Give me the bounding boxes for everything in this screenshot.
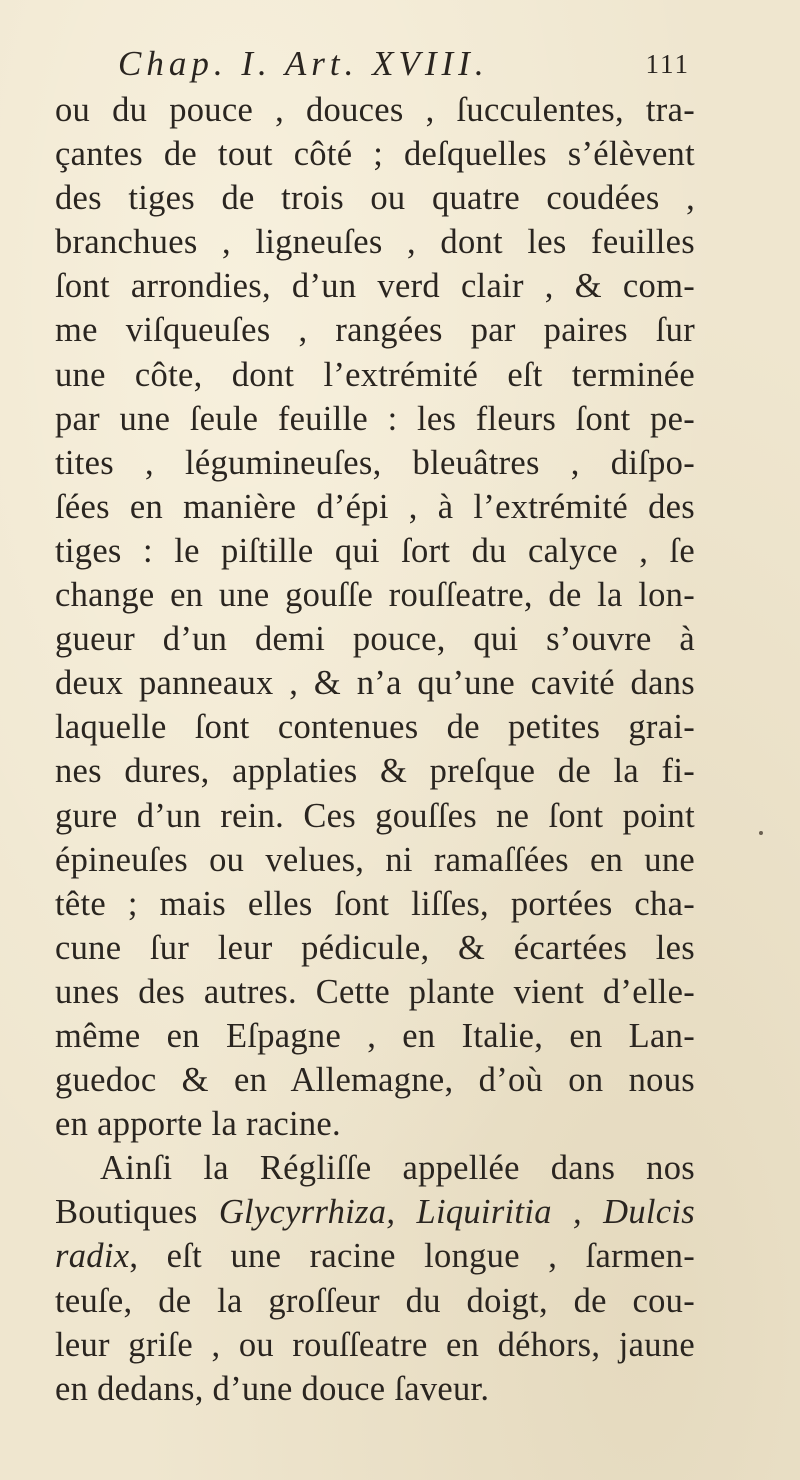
chapter-article-title: Chap. I. Art. XVIII. [118,44,489,83]
text-segment: , eſt une racine longue , ſarmen- [129,1237,695,1276]
text-line: même en Eſpagne , en Italie, en Lan- [55,1016,695,1055]
text-line: tiges : le piſtille qui ſort du calyce , ſe [55,531,695,570]
body-text [55,88,695,1411]
text-line: tites , légumineuſes, bleuâtres , diſpo- [55,443,695,482]
text-line: une côte, dont l’extrémité eſt terminée [55,355,695,394]
text-line [55,1234,695,1278]
text-line: change en une gouſſe rouſſeatre, de la lon- [55,576,695,615]
text-line: ou du pouce , douces , ſucculentes, tra- [55,91,695,129]
text-line: deux panneaux , & n’a qu’une cavité dans [55,664,695,703]
text-line: branchues , ligneuſes , dont les feuilles [55,223,695,262]
text-line: par une ſeule feuille : les fleurs ſont pe- [55,399,695,438]
text-line [55,1190,695,1234]
paragraph-start-line: Ainſi la Régliſſe appellée dans nos [100,1149,695,1188]
page-number: 111 [645,49,690,79]
running-head [118,44,690,84]
text-line: des tiges de trois ou quatre coudées , [55,179,695,218]
text-line: gure d’un rein. Ces gouſſes ne ſont point [55,796,695,835]
text-line: unes des autres. Cette plante vient d’elle- [55,972,695,1011]
text-line: laquelle ſont contenues de petites grai- [55,708,695,747]
text-line: en apporte la racine. [55,1105,341,1144]
text-line: cune ſur leur pédicule, & écartées les [55,928,695,967]
text-line: gueur d’un demi pouce, qui s’ouvre à [55,620,695,659]
text-segment: Boutiques [55,1193,219,1232]
text-line: çantes de tout côté ; deſquelles s’élèvent [55,135,695,174]
text-line: leur griſe , ou rouſſeatre en déhors, jaune [55,1325,695,1364]
text-line: guedoc & en Allemagne, d’où on nous [55,1061,695,1100]
ink-speck [759,831,763,835]
text-line: teuſe, de la groſſeur du doigt, de cou- [55,1281,695,1320]
latin-name: radix [55,1237,130,1276]
text-line: me viſqueuſes , rangées par paires ſur [55,311,695,350]
text-line: ſées en manière d’épi , à l’extrémité des [55,487,695,526]
text-line: nes dures, applaties & preſque de la fi- [55,752,695,791]
text-line: tête ; mais elles ſont liſſes, portées cha- [55,884,695,923]
text-line: épineuſes ou velues, ni ramaſſées en une [55,840,695,879]
latin-names: Glycyrrhiza, Liquiritia , Dulcis [218,1193,695,1232]
text-line: ſont arrondies, d’un verd clair , & com- [55,267,695,306]
text-line: en dedans, d’une douce ſaveur. [55,1369,490,1408]
